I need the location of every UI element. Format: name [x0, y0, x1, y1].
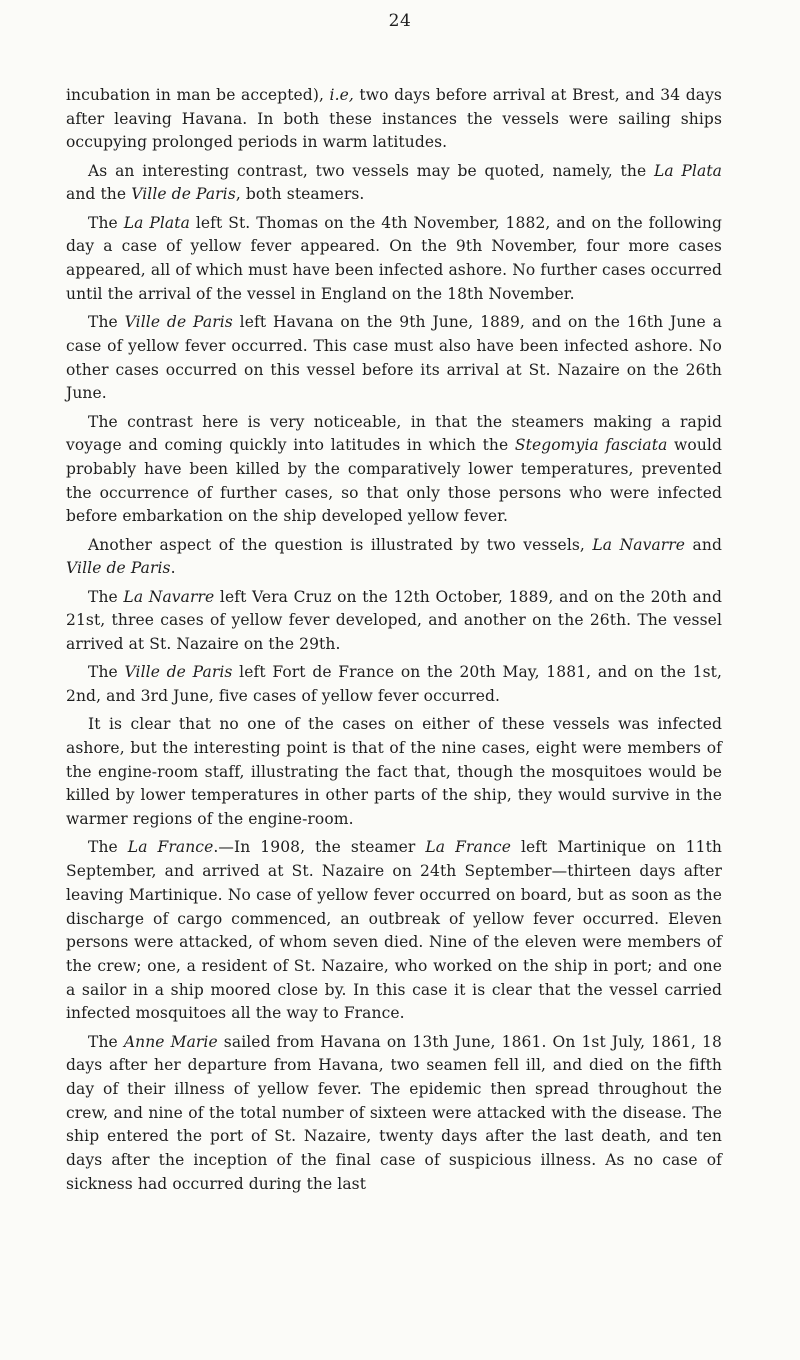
- paragraph: [66, 534, 722, 581]
- text-run: The: [88, 663, 125, 682]
- italic-text: La France: [127, 838, 214, 857]
- text-run: .: [170, 559, 176, 578]
- paragraph: [66, 713, 722, 832]
- paragraph: [66, 311, 722, 406]
- paragraph: [66, 160, 722, 207]
- text-run: would probably have been killed by the comparatively lower temperatures, prevented the occurrence of further cases, so that only those persons who were infected before embarkation on the ship developed yellow fever.: [66, 436, 722, 526]
- text-run: left St. Thomas on the 4th November, 1882, and on the following day a case of yellow fever appeared. On the 9th November, four more cases appeared, all of which must have been infected ashore. No further cases occurred until the arrival of the vessel in England on the 18th November.: [66, 213, 723, 303]
- paragraph: [66, 836, 722, 1026]
- text-run: .—In 1908, the steamer: [213, 838, 426, 857]
- text-run: The: [88, 213, 124, 232]
- page-number: 24: [388, 11, 412, 31]
- text-run: left Vera Cruz on the 12th October, 1889, and on the 20th and 21st, three cases of yellow fever developed, and another on the 26th. The vessel arrived at St. Nazaire on the 29th.: [66, 587, 722, 654]
- text-run: The: [88, 1032, 124, 1051]
- paragraph: [66, 212, 722, 307]
- text-run: sailed from Havana on 13th June, 1861. On 1st July, 1861, 18 days after her departure from Havana, two seamen fell ill, and died on the fifth day of their illness of yellow fever. The epidemic then spread throughout the crew, and nine of the total number of sixteen were attacked with the disease. The ship entered the port of St. Nazaire, twenty days after the last death, and ten days after the inception of the final case of suspicious illness. As no case of sickness had occurred during the last: [66, 1032, 722, 1193]
- italic-text: Ville de Paris: [66, 559, 171, 578]
- paragraph: [66, 661, 722, 708]
- italic-text: Ville de Paris: [124, 313, 233, 332]
- text-run: The: [88, 587, 124, 606]
- paragraph: [66, 586, 722, 657]
- paragraph: [66, 411, 722, 530]
- italic-text: Ville de Paris: [124, 663, 233, 682]
- text-run: two days before arrival at Brest, and 34 days after leaving Havana. In both these instances the vessels were sailing ships occupying prolonged periods in warm latitudes.: [66, 86, 722, 152]
- text-run: It is clear that no one of the cases on either of these vessels was infected ashore, but the interesting point is that of the nine cases, eight were members of the engine-room staff, illustrating the fact that, though the mosquitoes would be killed by lower temperatures in other parts of the ship, they would survive in the warmer regions of the engine-room.: [66, 715, 722, 829]
- text-run: Another aspect of the question is illustrated by two vessels,: [88, 535, 593, 554]
- text-run: left Martinique on 11th September, and arrived at St. Nazaire on 24th September—thirteen days after leaving Martinique. No case of yellow fever occurred on board, but as soon as the discharge of cargo commenced, an outbreak of yellow fever occurred. Eleven persons were attacked, of whom seven died. Nine of the eleven were members of the crew; one, a resident of St. Nazaire, who worked on the ship in port; and one a sailor in a ship moored close by. In this case it is clear that the vessel carried infected mosquitoes all the way to France.: [66, 838, 723, 1023]
- text-run: The: [88, 838, 128, 857]
- paragraph: [66, 84, 722, 155]
- italic-text: i.e,: [329, 86, 354, 104]
- body-text: [66, 84, 722, 1201]
- text-run: The: [88, 313, 125, 332]
- italic-text: La Plata: [653, 161, 723, 180]
- italic-text: Stegomyia fasciata: [514, 436, 668, 455]
- paragraph: [66, 1031, 722, 1197]
- italic-text: La Navarre: [123, 587, 215, 606]
- italic-text: La Plata: [123, 213, 190, 232]
- text-run: left Havana on the 9th June, 1889, and on the 16th June a case of yellow fever occurred. This case must also have been infected ashore. No other cases occurred on this vessel before its arrival at St. Nazaire on the 26th June.: [66, 313, 722, 403]
- italic-text: La France: [425, 838, 511, 857]
- text-run: and: [685, 535, 722, 554]
- italic-text: Anne Marie: [123, 1032, 218, 1051]
- text-run: As an interesting contrast, two vessels may be quoted, namely, the: [88, 161, 654, 180]
- text-run: incubation in man be accepted),: [66, 86, 330, 104]
- text-run: left Fort de France on the 20th May, 1881, and on the 1st, 2nd, and 3rd June, five cases of yellow fever occurred.: [66, 663, 722, 706]
- italic-text: Ville de Paris: [131, 185, 236, 204]
- text-run: The contrast here is very noticeable, in that the steamers making a rapid voyage and coming quickly into latitudes in which the: [66, 412, 722, 455]
- text-run: and the: [66, 185, 132, 204]
- text-run: , both steamers.: [235, 185, 365, 204]
- italic-text: La Navarre: [592, 535, 686, 554]
